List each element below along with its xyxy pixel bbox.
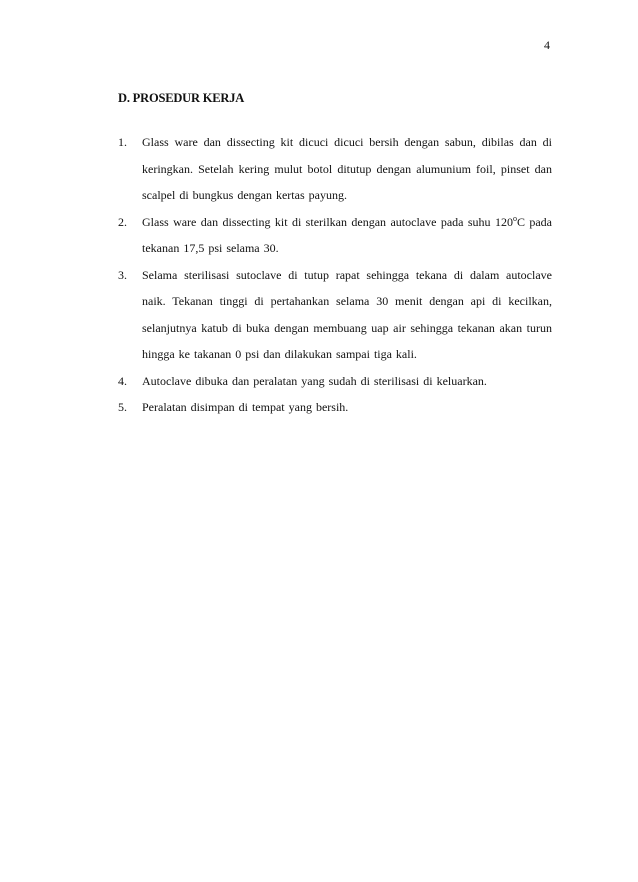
step-number: 4. bbox=[118, 373, 127, 388]
page-number: 4 bbox=[544, 38, 550, 52]
step-text: Peralatan disimpan di tempat yang bersih. bbox=[142, 400, 349, 414]
step-number: 1. bbox=[118, 135, 127, 149]
step-text bbox=[142, 215, 552, 256]
step-text: Glass ware dan dissecting kit dicuci dicuci bersih dengan sabun, dibilas dan di keringkan. Setelah kering mulut botol ditutup dengan alumunium foil, pinset dan scalpel di bungkus dengan kertas payung. bbox=[142, 135, 552, 202]
procedure-step-4 bbox=[118, 368, 552, 395]
procedure-step-5 bbox=[118, 394, 552, 421]
section-heading: D. PROSEDUR KERJA bbox=[118, 91, 245, 105]
procedure-step-2 bbox=[118, 209, 552, 262]
step-number: 3. bbox=[118, 267, 127, 282]
procedure-step-3 bbox=[118, 262, 552, 368]
step-text-part: Glass ware dan dissecting kit di sterilkan dengan autoclave pada suhu 120 bbox=[142, 214, 513, 229]
step-text: Selama sterilisasi sutoclave di tutup rapat sehingga tekana di dalam autoclave naik. Tekanan tinggi di pertahankan selama 30 menit dengan api di kecilkan, selanjutnya katub di buka dengan membuang uap air sehingga tekanan akan turun hingga ke takanan 0 psi dan dilakukan sampai tiga kali. bbox=[142, 267, 552, 361]
step-number: 2. bbox=[118, 214, 127, 229]
step-text: Autoclave dibuka dan peralatan yang sudah di sterilisasi di keluarkan. bbox=[142, 373, 487, 388]
step-text-part: C pada tekanan 17,5 psi selama 30. bbox=[142, 214, 553, 255]
procedure-steps-list bbox=[118, 129, 552, 421]
step-number: 5. bbox=[118, 400, 127, 414]
degree-superscript: o bbox=[512, 213, 517, 223]
procedure-step-1 bbox=[118, 129, 552, 209]
